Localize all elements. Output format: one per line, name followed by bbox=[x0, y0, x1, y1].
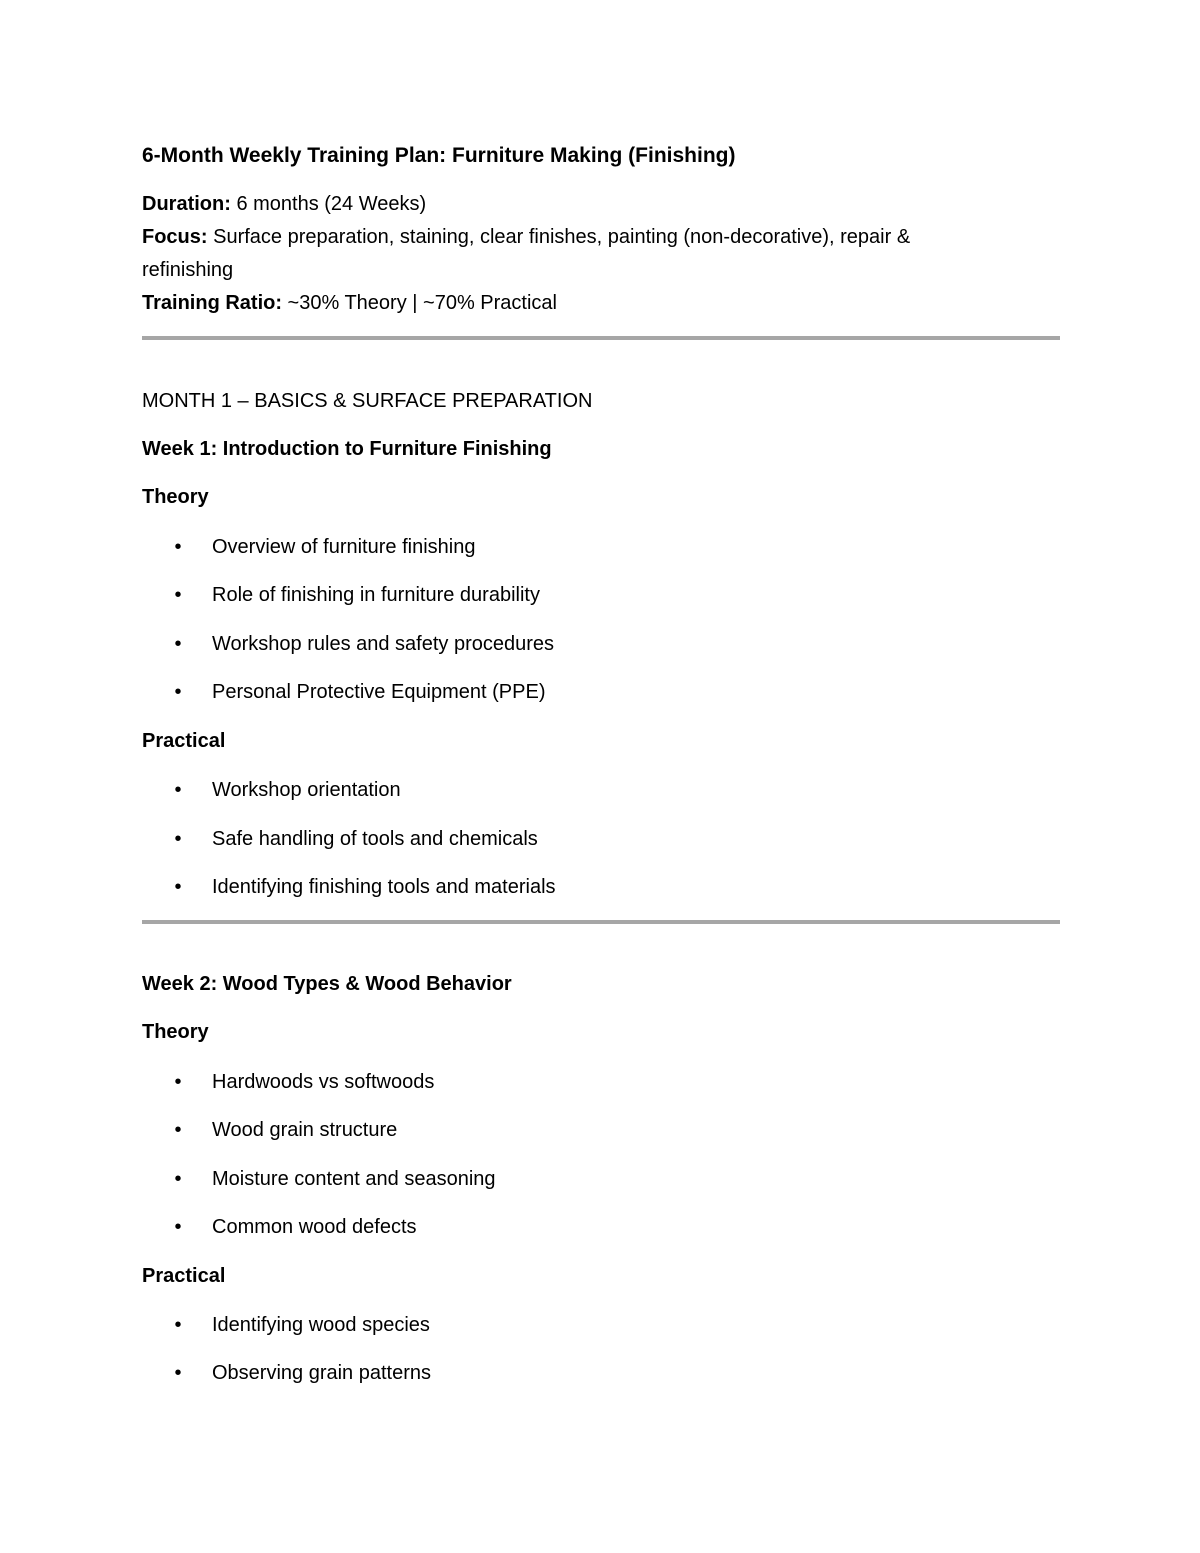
focus-line bbox=[142, 221, 982, 287]
horizontal-divider bbox=[142, 920, 1060, 924]
bullet-icon: • bbox=[174, 1362, 182, 1384]
list-item-text: Identifying finishing tools and materials bbox=[212, 876, 556, 898]
list-item-text: Identifying wood species bbox=[212, 1314, 430, 1336]
list-item-text: Overview of furniture finishing bbox=[212, 536, 476, 558]
focus-value: Surface preparation, staining, clear finishes, painting (non-decorative), repair & refinishing bbox=[142, 226, 911, 281]
week-1-theory-label: Theory bbox=[142, 486, 209, 508]
bullet-icon: • bbox=[174, 584, 182, 606]
week-1-practical-label: Practical bbox=[142, 730, 226, 752]
bullet-icon: • bbox=[174, 1168, 182, 1190]
list-item-text: Common wood defects bbox=[212, 1216, 417, 1238]
list-item-text: Workshop orientation bbox=[212, 779, 401, 801]
focus-label: Focus: bbox=[142, 226, 208, 248]
week-2-heading: Week 2: Wood Types & Wood Behavior bbox=[142, 973, 512, 995]
meta-block bbox=[142, 188, 982, 320]
ratio-line bbox=[142, 287, 982, 320]
document-title: 6-Month Weekly Training Plan: Furniture Making (Finishing) bbox=[142, 144, 736, 167]
duration-value: 6 months (24 Weeks) bbox=[230, 193, 427, 215]
bullet-icon: • bbox=[174, 1071, 182, 1093]
list-item-text: Personal Protective Equipment (PPE) bbox=[212, 681, 546, 703]
list-item-text: Hardwoods vs softwoods bbox=[212, 1071, 435, 1093]
bullet-icon: • bbox=[174, 876, 182, 898]
bullet-icon: • bbox=[174, 633, 182, 655]
duration-label: Duration: bbox=[142, 193, 231, 215]
bullet-icon: • bbox=[174, 828, 182, 850]
week-2-theory-label: Theory bbox=[142, 1021, 209, 1043]
list-item-text: Observing grain patterns bbox=[212, 1362, 432, 1384]
bullet-icon: • bbox=[174, 681, 182, 703]
bullet-icon: • bbox=[174, 536, 182, 558]
duration-line bbox=[142, 188, 982, 221]
list-item-text: Workshop rules and safety procedures bbox=[212, 633, 555, 655]
week-1-heading: Week 1: Introduction to Furniture Finishing bbox=[142, 438, 552, 460]
horizontal-divider bbox=[142, 336, 1060, 340]
bullet-icon: • bbox=[174, 1314, 182, 1336]
ratio-value: ~30% Theory | ~70% Practical bbox=[282, 292, 557, 314]
bullet-icon: • bbox=[174, 1216, 182, 1238]
bullet-icon: • bbox=[174, 1119, 182, 1141]
month-1-heading: MONTH 1 – BASICS & SURFACE PREPARATION bbox=[142, 390, 593, 412]
list-item-text: Moisture content and seasoning bbox=[212, 1168, 496, 1190]
week-2-practical-label: Practical bbox=[142, 1265, 226, 1287]
bullet-icon: • bbox=[174, 779, 182, 801]
list-item-text: Wood grain structure bbox=[212, 1119, 398, 1141]
list-item-text: Role of finishing in furniture durability bbox=[212, 584, 540, 606]
list-item-text: Safe handling of tools and chemicals bbox=[212, 828, 538, 850]
ratio-label: Training Ratio: bbox=[142, 292, 282, 314]
